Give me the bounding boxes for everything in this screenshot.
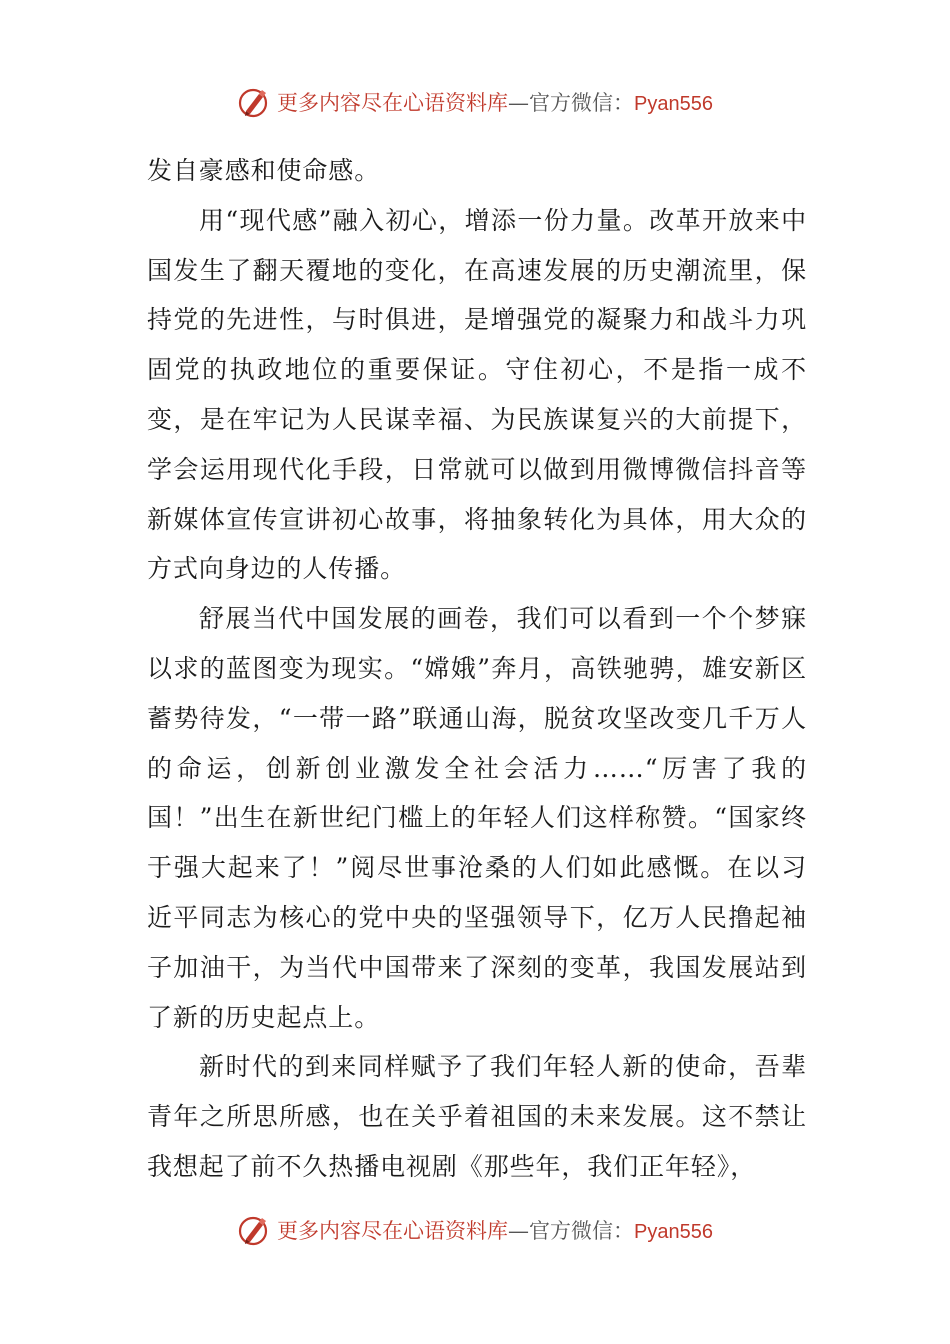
banner-text	[277, 1215, 713, 1245]
document-body	[147, 146, 807, 1192]
banner-wechat-id: Pyan556	[634, 93, 713, 115]
banner-wechat-id: Pyan556	[634, 1221, 713, 1243]
banner-text	[277, 87, 713, 117]
banner-site-name: 更多内容尽在心语资料库	[277, 1219, 509, 1243]
banner-dash: —	[508, 1219, 530, 1243]
banner-content	[237, 85, 713, 119]
paragraph-4: 新时代的到来同样赋予了我们年轻人新的使命，吾辈青年之所思所感，也在关乎着祖国的未来发展。这不禁让我想起了前不久热播电视剧《那些年，我们正年轻》，	[147, 1052, 807, 1181]
paragraph-3: 舒展当代中国发展的画卷，我们可以看到一个个梦寐以求的蓝图变为现实。“嫦娥”奔月，高铁驰骋，雄安新区蓄势待发，“一带一路”联通山海，脱贫攻坚改变几千万人的命运，创新创业激发全社会活力……“厉害了我的国！”出生在新世纪门槛上的年轻人们这样称赞。“国家终于强大起来了！”阅尽世事沧桑的人们如此感慨。在以习近平同志为核心的党中央的坚强领导下，亿万人民撸起袖子加油干，为当代中国带来了深刻的变革，我国发展站到了新的历史起点上。	[147, 604, 807, 1032]
banner-site-name: 更多内容尽在心语资料库	[277, 91, 509, 115]
paragraph-2: 用“现代感”融入初心，增添一份力量。改革开放来中国发生了翻天覆地的变化，在高速发展的历史潮流里，保持党的先进性，与时俱进，是增强党的凝聚力和战斗力巩固党的执政地位的重要保证。守住初心，不是指一成不变，是在牢记为人民谋幸福、为民族谋复兴的大前提下，学会运用现代化手段，日常就可以做到用微博微信抖音等新媒体宣传宣讲初心故事，将抽象转化为具体，用大众的方式向身边的人传播。	[147, 205, 807, 584]
footer-banner	[0, 1210, 950, 1250]
header-banner	[0, 82, 950, 122]
paragraph-1: 发自豪感和使命感。	[147, 156, 381, 185]
pen-logo-icon	[237, 85, 271, 119]
banner-wechat-label: 官方微信：	[529, 91, 635, 115]
banner-dash: —	[508, 91, 530, 115]
pen-logo-icon	[237, 1213, 271, 1247]
banner-wechat-label: 官方微信：	[529, 1219, 635, 1243]
banner-content	[237, 1213, 713, 1247]
